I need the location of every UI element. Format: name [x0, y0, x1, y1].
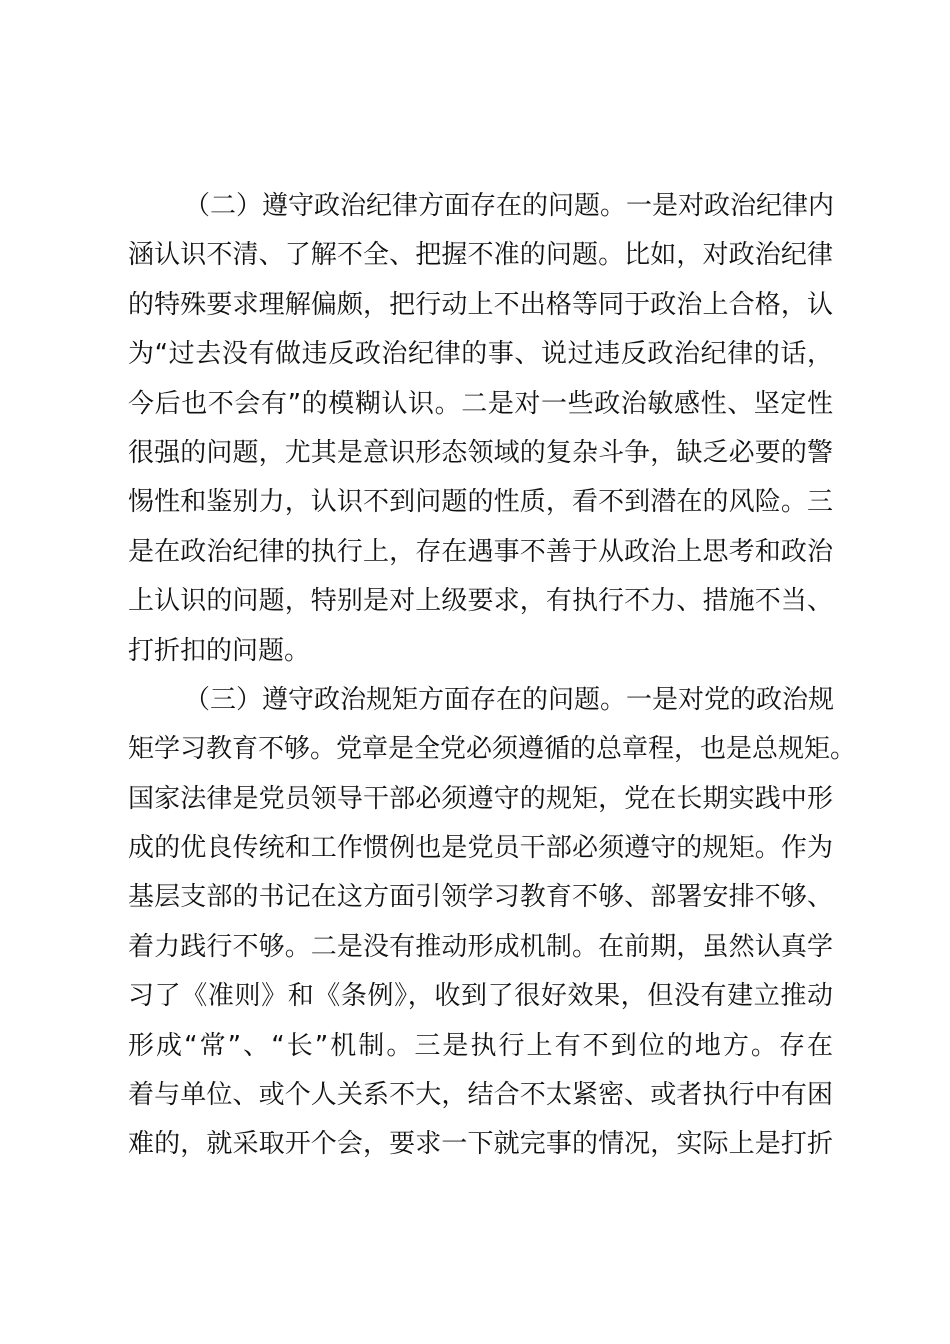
text-line: 很强的问题，尤其是意识形态领域的复杂斗争，缺乏必要的警 [128, 437, 833, 468]
text-line: 难的，就采取开个会，要求一下就完事的情况，实际上是打折 [128, 1129, 833, 1160]
text-line: 今后也不会有”的模糊认识。二是对一些政治敏感性、坚定性 [128, 388, 833, 419]
text-line: 形成“常”、“长”机制。三是执行上有不到位的地方。存在 [128, 1030, 833, 1061]
text-line: 涵认识不清、了解不全、把握不准的问题。比如，对政治纪律 [128, 240, 833, 271]
paragraph-political-rules [128, 676, 857, 1170]
document-body [128, 182, 857, 1170]
text-line: 着与单位、或个人关系不大，结合不太紧密、或者执行中有困 [128, 1080, 833, 1111]
text-line: 矩学习教育不够。党章是全党必须遵循的总章程，也是总规矩。 [128, 734, 857, 765]
text-line: 为“过去没有做违反政治纪律的事、说过违反政治纪律的话， [128, 339, 833, 370]
text-line: 是在政治纪律的执行上，存在遇事不善于从政治上思考和政治 [128, 536, 833, 567]
text-line: 的特殊要求理解偏颇，把行动上不出格等同于政治上合格，认 [128, 289, 833, 320]
text-line: 习了《准则》和《条例》，收到了很好效果，但没有建立推动 [128, 981, 833, 1012]
text-line: （二）遵守政治纪律方面存在的问题。一是对政治纪律内 [184, 191, 835, 221]
text-line: 成的优良传统和工作惯例也是党员干部必须遵守的规矩。作为 [128, 833, 833, 864]
text-line: 打折扣的问题。 [128, 635, 311, 666]
text-line: 基层支部的书记在这方面引领学习教育不够、部署安排不够、 [128, 882, 833, 913]
text-line: 惕性和鉴别力，认识不到问题的性质，看不到潜在的风险。三 [128, 487, 833, 518]
text-line: 国家法律是党员领导干部必须遵守的规矩，党在长期实践中形 [128, 783, 833, 814]
text-line: （三）遵守政治规矩方面存在的问题。一是对党的政治规 [184, 684, 835, 715]
paragraph-political-discipline [128, 182, 833, 676]
text-line: 着力践行不够。二是没有推动形成机制。在前期，虽然认真学 [128, 931, 833, 962]
text-line: 上认识的问题，特别是对上级要求，有执行不力、措施不当、 [128, 586, 833, 617]
